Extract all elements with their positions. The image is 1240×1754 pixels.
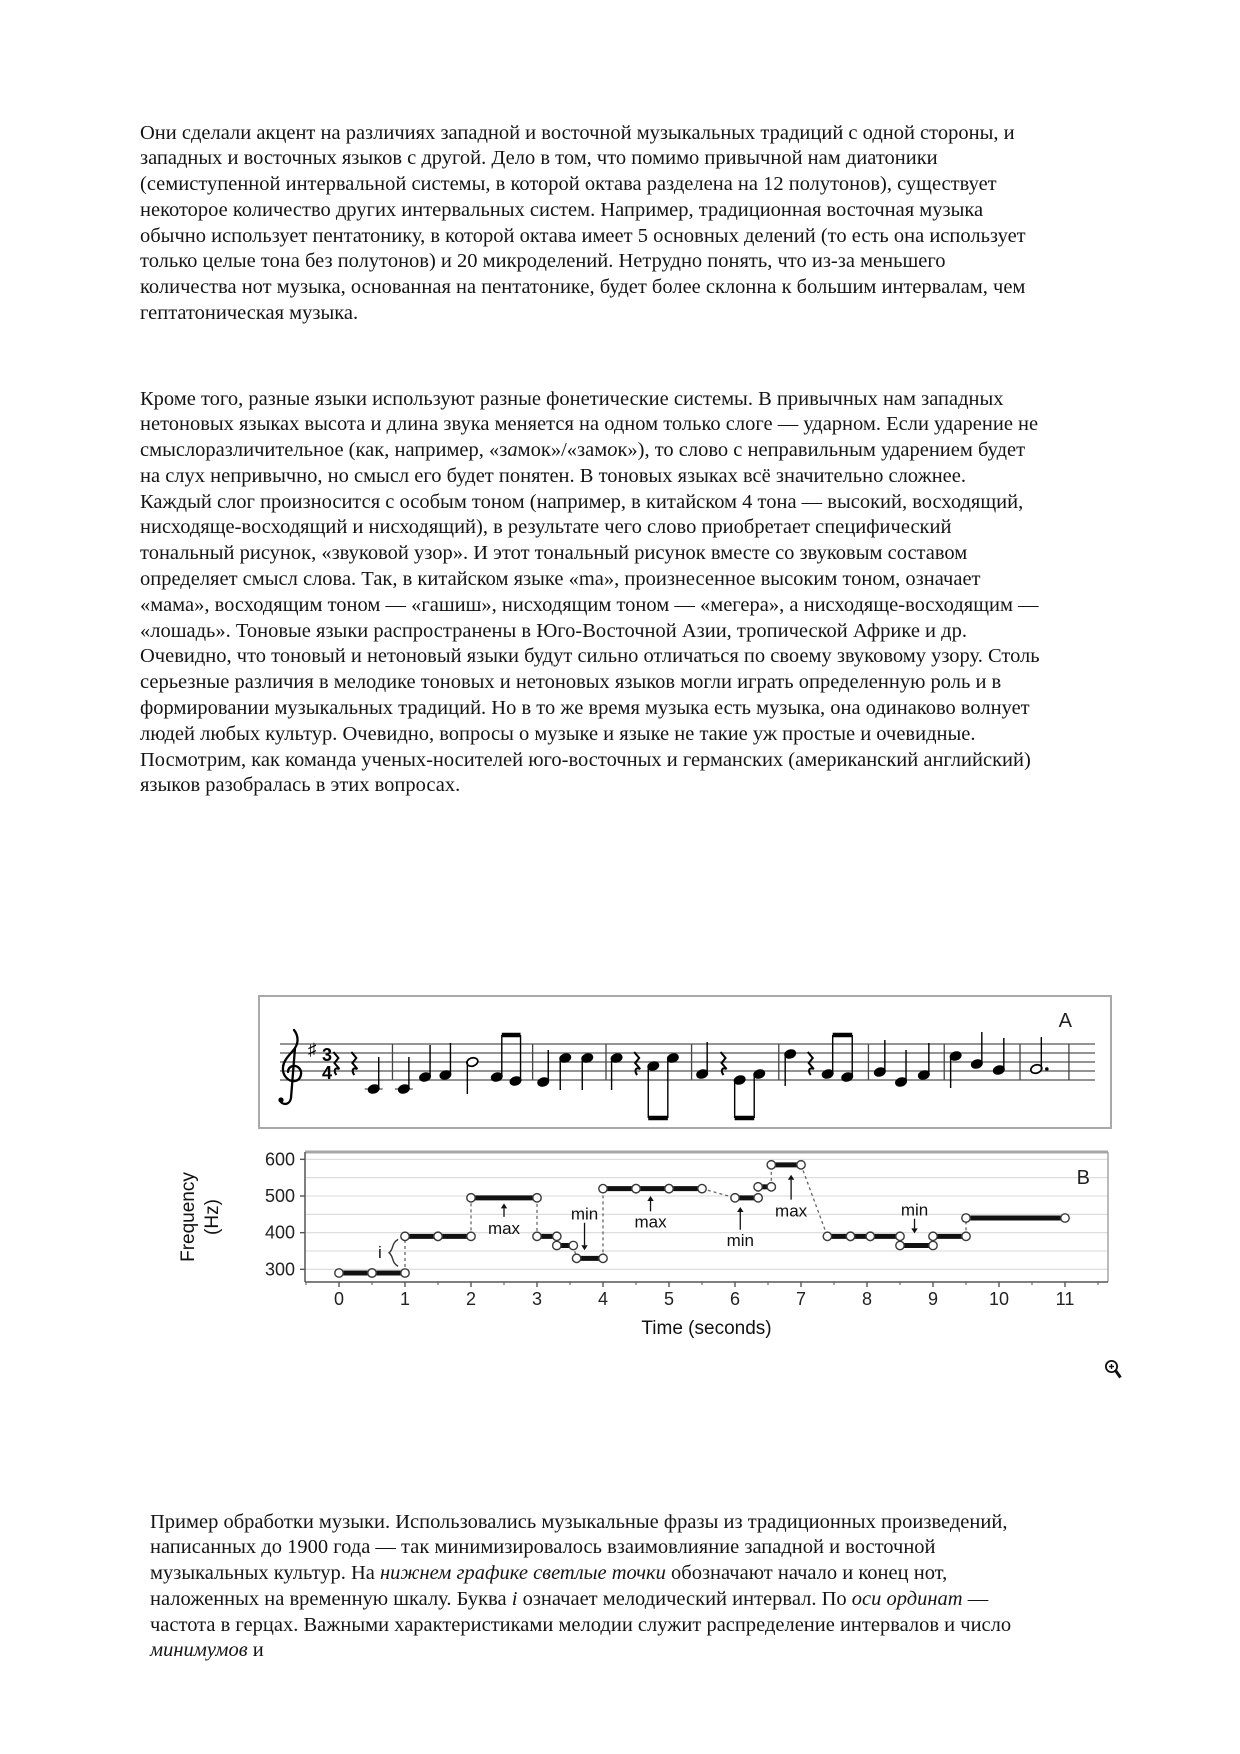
frequency-time-chart-panel-b: [168, 1140, 1123, 1345]
y-tick-label: 400: [264, 1222, 295, 1243]
augmentation-dot: [1045, 1067, 1049, 1071]
figure-caption: Пример обработки музыки. Использовались музыкальные фразы из традиционных произведений, написанных до 1900 года — так минимизировалось взаимовлияние западной и восточной музыкальных культур. На нижнем графике светлые точки обозначают начало и конец нот, наложенных на временную шкалу. Буква i означает мелодический интервал. По оси ординат — частота в герцах. Важными характеристиками мелодии служит распределение интервалов и число минимумов и: [150, 1510, 1012, 1662]
annotation-max: max: [634, 1212, 667, 1232]
x-tick-label: 3: [531, 1289, 543, 1309]
time-signature-top: 3: [322, 1045, 333, 1065]
note-endpoint: [754, 1194, 762, 1202]
annotation-max: max: [775, 1201, 808, 1221]
note-endpoint: [553, 1241, 561, 1249]
note-endpoint: [665, 1184, 673, 1192]
italic-run: i: [511, 1587, 518, 1610]
note-endpoint: [698, 1184, 706, 1192]
panel-a-label: A: [1058, 1010, 1072, 1032]
x-tick-label: 2: [465, 1289, 477, 1309]
note-endpoint: [846, 1232, 854, 1240]
zoom-in-icon[interactable]: [1104, 1359, 1124, 1381]
italic-run: а: [507, 439, 518, 462]
note-endpoint: [731, 1194, 739, 1202]
x-tick-label: 0: [333, 1289, 345, 1309]
note-endpoint: [553, 1232, 561, 1240]
annotation-arrowhead: [647, 1196, 653, 1201]
note-endpoint: [401, 1269, 409, 1277]
note-endpoint: [929, 1241, 937, 1249]
x-tick-label: 8: [861, 1289, 873, 1309]
note-endpoint: [797, 1161, 805, 1169]
note-endpoint: [599, 1254, 607, 1262]
x-tick-label: 9: [927, 1289, 939, 1309]
note-endpoint: [335, 1269, 343, 1277]
note-endpoint: [599, 1184, 607, 1192]
note-endpoint: [896, 1232, 904, 1240]
note-endpoint: [368, 1269, 376, 1277]
y-tick-label: 600: [264, 1149, 295, 1170]
note-endpoint: [572, 1254, 580, 1262]
x-tick-label: 1: [399, 1289, 411, 1309]
italic-run: минимумов: [150, 1639, 248, 1662]
x-tick-label: 10: [988, 1289, 1010, 1309]
note-endpoint: [767, 1161, 775, 1169]
italic-run: нижнем графике светлые точки: [380, 1562, 666, 1585]
x-tick-label: 4: [597, 1289, 609, 1309]
y-axis-label-units: (Hz): [202, 1199, 223, 1235]
annotation-min: min: [726, 1231, 754, 1251]
italic-run: о: [607, 439, 618, 462]
note-endpoint: [569, 1241, 577, 1249]
y-axis-label: Frequency: [178, 1172, 199, 1262]
x-tick-label: 5: [663, 1289, 675, 1309]
clef-tail-dot: [278, 1097, 283, 1102]
y-tick-label: 500: [264, 1186, 295, 1207]
time-signature-bottom: 4: [322, 1063, 333, 1083]
pitch-connector: [801, 1165, 827, 1237]
note-endpoint: [467, 1232, 475, 1240]
key-signature-sharp: ♯: [308, 1040, 317, 1059]
italic-run: оси ординат: [851, 1587, 963, 1610]
note-endpoint: [929, 1232, 937, 1240]
annotation-arrowhead: [737, 1207, 743, 1212]
note-endpoint: [767, 1183, 775, 1191]
note-endpoint: [823, 1232, 831, 1240]
note-endpoint: [866, 1232, 874, 1240]
annotation-arrowhead: [501, 1203, 507, 1208]
treble-clef-icon: [280, 1030, 301, 1104]
note-endpoint: [962, 1214, 970, 1222]
note-endpoint: [533, 1194, 541, 1202]
interval-brace: [389, 1239, 398, 1266]
note-endpoint: [467, 1194, 475, 1202]
x-tick-label: 6: [729, 1289, 741, 1309]
annotation-min: min: [570, 1204, 599, 1224]
annotation-i: i: [378, 1243, 382, 1263]
x-tick-label: 11: [1055, 1289, 1075, 1309]
note-endpoint: [962, 1232, 970, 1240]
annotation-max: max: [487, 1218, 521, 1238]
paragraph-music-traditions: Они сделали акцент на различиях западной и восточной музыкальных традиций с одной стороны, и западных и восточных языков с другой. Дело в том, что помимо привычной нам диатоники (семиступенной интервальной системы, в которой октава разделена на 12 полутонов), существует некоторое количество других интервальных систем. Например, традиционная восточная музыка обычно использует пентатонику, в которой октава имеет 5 основных делений (то есть она использует только целые тона без полутонов) и 20 микроделений. Нетрудно понять, что из-за меньшего количества нот музыка, основанная на пентатонике, будет более склонна к большим интервалам, чем гептатоническая музыка.: [140, 121, 1026, 325]
annotation-min: min: [900, 1200, 929, 1220]
x-tick-label: 7: [795, 1289, 807, 1309]
note-endpoint: [896, 1241, 904, 1249]
x-axis-label: Time (seconds): [641, 1318, 772, 1339]
note-endpoint: [533, 1232, 541, 1240]
paragraph-tonal-languages: Кроме того, разные языки используют разные фонетические системы. В привычных нам западных нетоновых языках высота и длина звука меняется на одном только слоге — ударном. Если ударение не смыслоразличительное (как, например, «замок»/«замок»), то слово с неправильным ударением будет на слух непривычно, но смысл его будет понятен. В тоновых языках всё значительно сложнее. Каждый слог произносится с особым тоном (например, в китайском 4 тона — высокий, восходящий, нисходяще-восходящий и нисходящий), в результате чего слово приобретает специфический тональный рисунок, «звуковой узор». И этот тональный рисунок вместе со звуковым составом определяет смысл слова. Так, в китайском языке «ma», произнесенное высоким тоном, означает «мама», восходящим тоном — «гашиш», нисходящим тоном — «мегера», а нисходяще-восходящим — «лошадь». Тоновые языки распространены в Юго-Восточной Азии, тропической Африке и др. Очевидно, что тоновый и нетоновый языки будут сильно отличаться по своему звуковому узору. Столь серьезные различия в мелодике тоновых и нетоновых языков могли играть определенную роль и в формировании музыкальных традиций. Но в то же время музыка есть музыка, она одинаково волнует людей любых культур. Очевидно, вопросы о музыке и языке не такие уж простые и очевидные. Посмотрим, как команда ученых-носителей юго-восточных и германских (американский английский) языков разобралась в этих вопросах.: [140, 387, 1040, 797]
panel-b-label: B: [1076, 1167, 1090, 1189]
y-tick-label: 300: [264, 1259, 295, 1280]
note-endpoint: [434, 1232, 442, 1240]
note-endpoint: [754, 1183, 762, 1191]
annotation-arrowhead: [581, 1245, 587, 1250]
note-endpoint: [1061, 1214, 1069, 1222]
note-endpoint: [401, 1232, 409, 1240]
music-notation-panel-a: [258, 995, 1112, 1129]
note-endpoint: [632, 1184, 640, 1192]
